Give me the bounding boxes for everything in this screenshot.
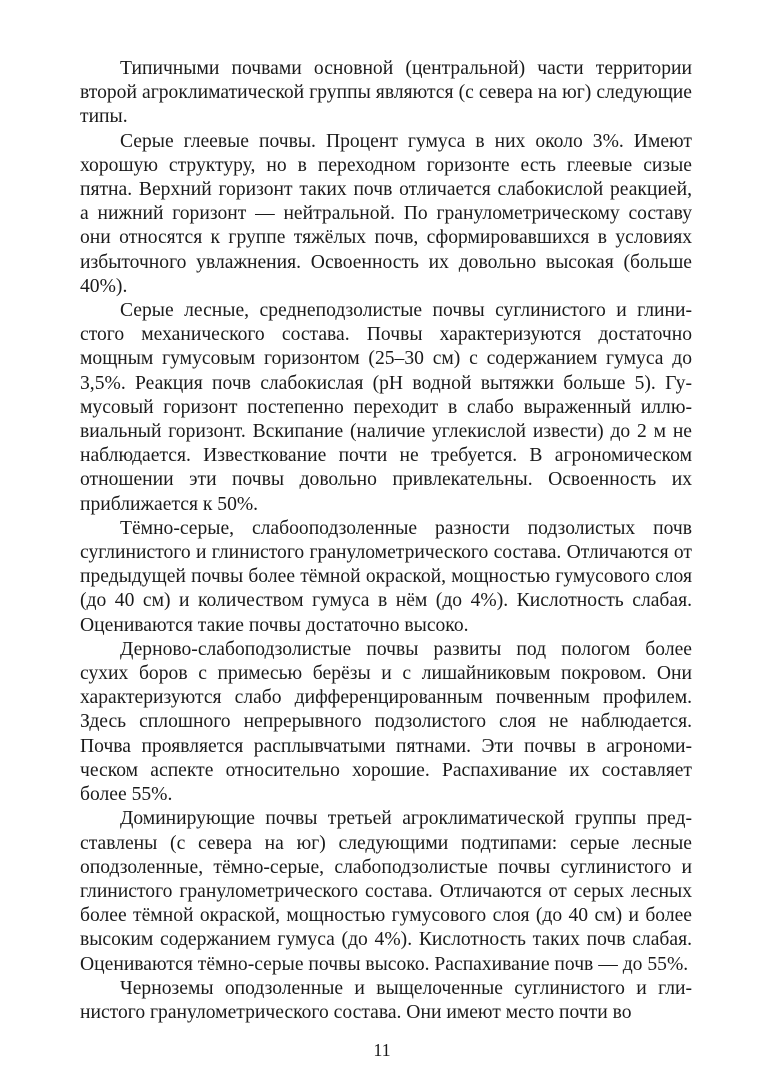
paragraph-dark-gray-soils: Тёмно-серые, слабооподзоленные разности подзолистых почв суглинистого и глинистого гранулометрического состава. Отличаются от предыдущей почвы более тёмной окраской, мощностью гумусового слоя (до 40 см) и количеством гумуса в нём (до 4%). Кислотность слабая. Оцениваются такие почвы достаточно высоко.: [80, 517, 692, 636]
paragraph-chernozems: Черноземы оподзоленные и выщелоченные суглинистого и глинистого гранулометрического состава. Они имеют место почти во: [80, 977, 692, 1023]
page-number: 11: [373, 1040, 391, 1060]
paragraph-gray-forest-soils: Серые лесные, среднеподзолистые почвы суглинистого и глинистого механического состава. Почвы характеризуются достаточно мощным гумусовым горизонтом (25–30 см) с содержанием гумуса до 3,5%. Реакция почв слабокислая (pH водной вытяжки больше 5). Гумусовый горизонт постепенно переходит в слабо выраженный иллювиальный горизонт. Вскипание (наличие углекислой извести) до 2 м не наблюдается. Известкование почти не требуется. В агрономическом отношении эти почвы довольно привлекательны. Освоенность их приближается к 50%.: [80, 300, 692, 515]
page-body: [80, 57, 692, 1025]
paragraph-intro: Типичными почвами основной (центральной) части территории второй агроклиматической группы являются (с севера на юг) следующие типы.: [80, 58, 692, 128]
paragraph-third-group-soils: Доминирующие почвы третьей агроклиматической группы представлены (с севера на юг) следующими подтипами: серые лесные оподзоленные, тёмно-серые, слабоподзолистые почвы суглинистого и глинистого гранулометрического состава. Отличаются от серых лесных более тёмной окраской, мощностью гумусового слоя (до 40 см) и более высоким содержанием гумуса (до 4%). Кислотность таких почв слабая. Оцениваются тёмно-серые почвы высоко. Распахивание почв — до 55%.: [80, 808, 692, 975]
paragraph-sod-podzolic-soils: Дерново-слабоподзолистые почвы развиты под пологом более сухих боров с примесью берёзы и с лишайниковым покровом. Они характеризуются слабо дифференцированным почвенным профилем. Здесь сплошного непрерывного подзолистого слоя не наблюдается. Почва проявляется расплывчатыми пятнами. Эти почвы в агрономическом аспекте относительно хорошие. Распахивание их составляет более 55%.: [80, 638, 692, 806]
paragraph-gley-soils: Серые глеевые почвы. Процент гумуса в них около 3%. Имеют хорошую структуру, но в переходном горизонте есть глеевые сизые пятна. Верхний горизонт таких почв отличается слабокислой реакцией, а нижний горизонт — нейтральной. По гранулометрическому составу они относятся к группе тяжёлых почв, сформировавшихся в условиях избыточного увлажнения. Освоенность их довольно высокая (больше 40%).: [80, 130, 692, 297]
